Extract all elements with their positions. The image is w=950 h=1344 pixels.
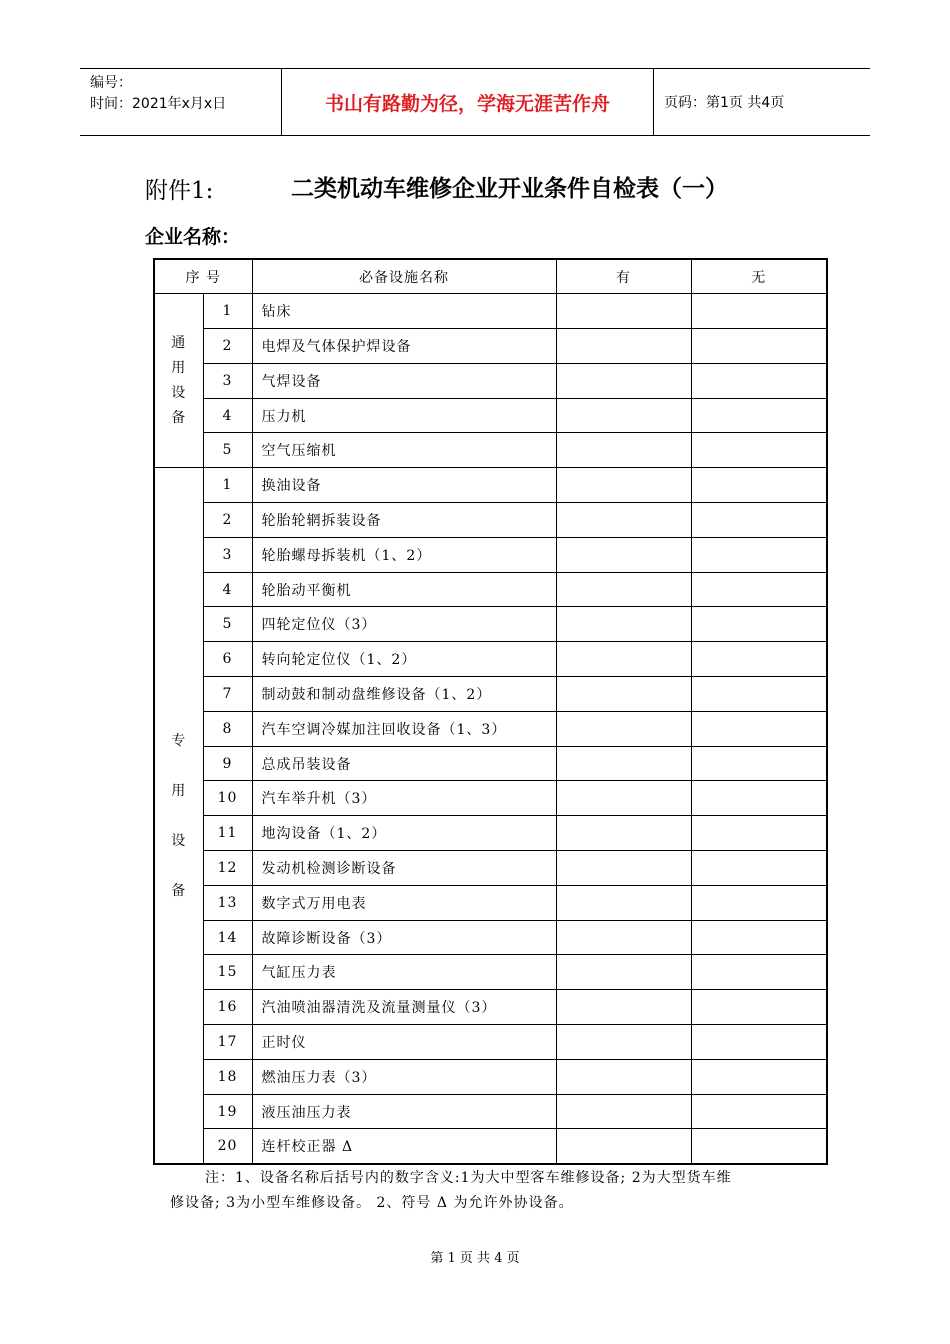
- title-row: [145, 168, 845, 208]
- table-header-row: [154, 259, 827, 294]
- check-no-cell[interactable]: [691, 537, 827, 572]
- table-row: [154, 711, 827, 746]
- row-number: 17: [203, 1025, 252, 1060]
- equipment-name: 连杆校正器 Δ: [252, 1129, 556, 1164]
- equipment-name: 地沟设备（1、2）: [252, 816, 556, 851]
- check-no-cell[interactable]: [691, 781, 827, 816]
- category-cell: [154, 294, 203, 468]
- equipment-name: 转向轮定位仪（1、2）: [252, 642, 556, 677]
- check-yes-cell[interactable]: [556, 677, 691, 712]
- table-row: [154, 677, 827, 712]
- table-row: [154, 537, 827, 572]
- check-no-cell[interactable]: [691, 468, 827, 503]
- check-no-cell[interactable]: [691, 1059, 827, 1094]
- equipment-name: 轮胎轮辋拆装设备: [252, 503, 556, 538]
- check-no-cell[interactable]: [691, 746, 827, 781]
- equipment-name: 液压油压力表: [252, 1094, 556, 1129]
- header-no: 无: [691, 259, 827, 294]
- page-header: [80, 68, 870, 136]
- check-yes-cell[interactable]: [556, 363, 691, 398]
- check-no-cell[interactable]: [691, 1094, 827, 1129]
- check-no-cell[interactable]: [691, 503, 827, 538]
- row-number: 1: [203, 294, 252, 329]
- table-row: [154, 851, 827, 886]
- row-number: 20: [203, 1129, 252, 1164]
- table-row: [154, 990, 827, 1025]
- header-page-label: 页码：第1页 共4页: [664, 95, 785, 111]
- check-yes-cell[interactable]: [556, 711, 691, 746]
- check-yes-cell[interactable]: [556, 503, 691, 538]
- check-yes-cell[interactable]: [556, 781, 691, 816]
- check-no-cell[interactable]: [691, 329, 827, 364]
- category-label: 专用设备: [171, 732, 187, 899]
- equipment-name: 气缸压力表: [252, 955, 556, 990]
- check-no-cell[interactable]: [691, 885, 827, 920]
- check-yes-cell[interactable]: [556, 1059, 691, 1094]
- page-footer: 第 1 页 共 4 页: [430, 1251, 520, 1266]
- check-no-cell[interactable]: [691, 607, 827, 642]
- company-name-label: 企业名称：: [145, 226, 241, 248]
- table-row: [154, 433, 827, 468]
- header-motto: 书山有路勤为径，学海无涯苦作舟: [282, 69, 654, 135]
- row-number: 16: [203, 990, 252, 1025]
- row-number: 3: [203, 363, 252, 398]
- row-number: 7: [203, 677, 252, 712]
- table-body: [154, 294, 827, 1164]
- row-number: 4: [203, 572, 252, 607]
- row-number: 9: [203, 746, 252, 781]
- equipment-name: 轮胎动平衡机: [252, 572, 556, 607]
- row-number: 5: [203, 433, 252, 468]
- table-row: [154, 294, 827, 329]
- check-no-cell[interactable]: [691, 990, 827, 1025]
- row-number: 4: [203, 398, 252, 433]
- number-label: 编号：: [90, 75, 132, 91]
- header-name: 必备设施名称: [252, 259, 556, 294]
- check-no-cell[interactable]: [691, 642, 827, 677]
- row-number: 19: [203, 1094, 252, 1129]
- table-row: [154, 572, 827, 607]
- equipment-name: 空气压缩机: [252, 433, 556, 468]
- check-no-cell[interactable]: [691, 677, 827, 712]
- table-row: [154, 607, 827, 642]
- check-yes-cell[interactable]: [556, 642, 691, 677]
- check-yes-cell[interactable]: [556, 1025, 691, 1060]
- table-row: [154, 746, 827, 781]
- check-yes-cell[interactable]: [556, 816, 691, 851]
- table-row: [154, 1094, 827, 1129]
- equipment-name: 汽车空调冷媒加注回收设备（1、3）: [252, 711, 556, 746]
- equipment-name: 汽油喷油器清洗及流量测量仪（3）: [252, 990, 556, 1025]
- row-number: 14: [203, 920, 252, 955]
- check-no-cell[interactable]: [691, 572, 827, 607]
- equipment-name: 钻床: [252, 294, 556, 329]
- check-yes-cell[interactable]: [556, 607, 691, 642]
- row-number: 18: [203, 1059, 252, 1094]
- equipment-name: 总成吊装设备: [252, 746, 556, 781]
- check-no-cell[interactable]: [691, 1129, 827, 1164]
- check-yes-cell[interactable]: [556, 990, 691, 1025]
- table-row: [154, 920, 827, 955]
- equipment-name: 换油设备: [252, 468, 556, 503]
- check-yes-cell[interactable]: [556, 851, 691, 886]
- check-no-cell[interactable]: [691, 816, 827, 851]
- table-row: [154, 955, 827, 990]
- equipment-name: 压力机: [252, 398, 556, 433]
- equipment-name: 发动机检测诊断设备: [252, 851, 556, 886]
- row-number: 6: [203, 642, 252, 677]
- table-row: [154, 1129, 827, 1164]
- equipment-name: 气焊设备: [252, 363, 556, 398]
- equipment-name: 制动鼓和制动盘维修设备（1、2）: [252, 677, 556, 712]
- check-no-cell[interactable]: [691, 955, 827, 990]
- attachment-label: 附件1:: [145, 178, 214, 204]
- check-no-cell[interactable]: [691, 398, 827, 433]
- equipment-name: 数字式万用电表: [252, 885, 556, 920]
- check-yes-cell[interactable]: [556, 398, 691, 433]
- check-yes-cell[interactable]: [556, 1094, 691, 1129]
- check-no-cell[interactable]: [691, 711, 827, 746]
- table-row: [154, 885, 827, 920]
- table-row: [154, 329, 827, 364]
- row-number: 13: [203, 885, 252, 920]
- table-row: [154, 468, 827, 503]
- check-yes-cell[interactable]: [556, 955, 691, 990]
- table-row: [154, 816, 827, 851]
- row-number: 1: [203, 468, 252, 503]
- check-no-cell[interactable]: [691, 920, 827, 955]
- table-row: [154, 503, 827, 538]
- table-note: [170, 1166, 820, 1216]
- check-yes-cell[interactable]: [556, 468, 691, 503]
- check-yes-cell[interactable]: [556, 537, 691, 572]
- equipment-name: 正时仪: [252, 1025, 556, 1060]
- note-line-1: 注：1、设备名称后括号内的数字含义:1为大中型客车维修设备; 2为大型货车维: [205, 1170, 732, 1186]
- checklist-table: [153, 258, 828, 1165]
- check-yes-cell[interactable]: [556, 572, 691, 607]
- check-yes-cell[interactable]: [556, 746, 691, 781]
- row-number: 12: [203, 851, 252, 886]
- check-no-cell[interactable]: [691, 294, 827, 329]
- category-label: 通用设备: [171, 334, 187, 426]
- equipment-name: 故障诊断设备（3）: [252, 920, 556, 955]
- table-row: [154, 363, 827, 398]
- row-number: 15: [203, 955, 252, 990]
- category-cell: [154, 468, 203, 1164]
- header-seq: 序 号: [154, 259, 252, 294]
- row-number: 2: [203, 503, 252, 538]
- row-number: 10: [203, 781, 252, 816]
- page-title: 二类机动车维修企业开业条件自检表（一）: [291, 176, 728, 202]
- row-number: 3: [203, 537, 252, 572]
- table-row: [154, 1025, 827, 1060]
- check-yes-cell[interactable]: [556, 885, 691, 920]
- header-yes: 有: [556, 259, 691, 294]
- header-meta: [80, 69, 282, 135]
- check-yes-cell[interactable]: [556, 920, 691, 955]
- check-no-cell[interactable]: [691, 363, 827, 398]
- equipment-name: 电焊及气体保护焊设备: [252, 329, 556, 364]
- row-number: 2: [203, 329, 252, 364]
- time-label: 时间：2021年x月x日: [90, 96, 227, 112]
- row-number: 8: [203, 711, 252, 746]
- equipment-name: 四轮定位仪（3）: [252, 607, 556, 642]
- note-line-2: 修设备; 3为小型车维修设备。 2、符号 Δ 为允许外协设备。: [170, 1195, 574, 1211]
- table-row: [154, 781, 827, 816]
- row-number: 5: [203, 607, 252, 642]
- table-row: [154, 398, 827, 433]
- equipment-name: 轮胎螺母拆装机（1、2）: [252, 537, 556, 572]
- check-yes-cell[interactable]: [556, 294, 691, 329]
- check-yes-cell[interactable]: [556, 433, 691, 468]
- check-no-cell[interactable]: [691, 1025, 827, 1060]
- check-no-cell[interactable]: [691, 433, 827, 468]
- row-number: 11: [203, 816, 252, 851]
- table-row: [154, 1059, 827, 1094]
- check-no-cell[interactable]: [691, 851, 827, 886]
- equipment-name: 汽车举升机（3）: [252, 781, 556, 816]
- check-yes-cell[interactable]: [556, 1129, 691, 1164]
- table-row: [154, 642, 827, 677]
- check-yes-cell[interactable]: [556, 329, 691, 364]
- equipment-name: 燃油压力表（3）: [252, 1059, 556, 1094]
